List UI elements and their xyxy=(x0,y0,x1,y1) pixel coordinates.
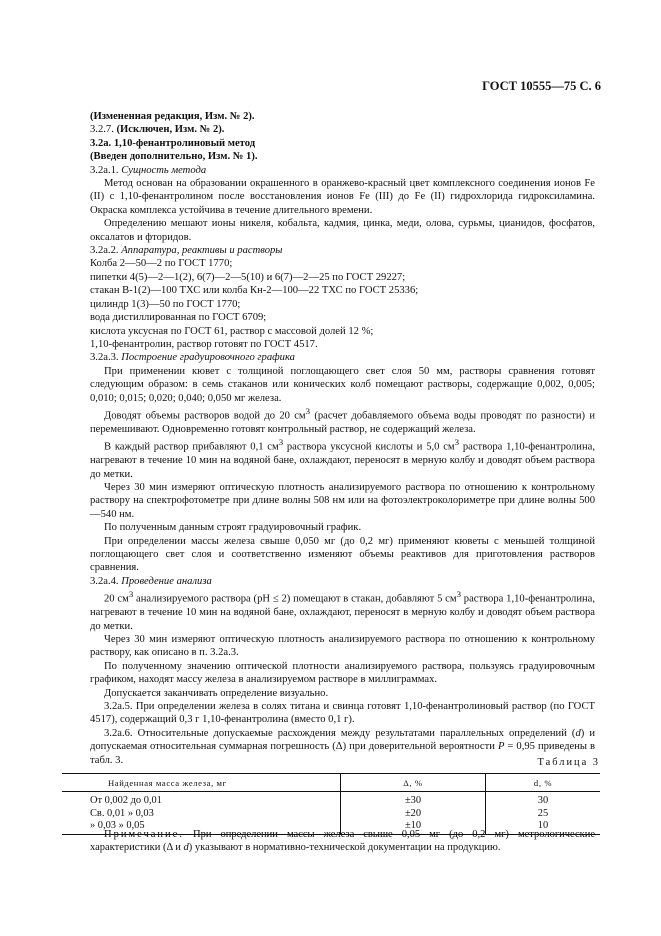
italic-symbol: P xyxy=(497,741,505,753)
paragraph: Через 30 мин измеряют оптическую плотность анализируемого раствора по отношению к контрольному раствору, как описано в п. 3.2а.3. xyxy=(90,634,595,659)
clause-caption: Построение градуировочного графика xyxy=(121,352,295,364)
text-run: 20 см xyxy=(104,593,129,605)
clause-heading xyxy=(90,575,595,588)
equipment-item: вода дистиллированная по ГОСТ 6709; xyxy=(90,312,267,324)
text-run: Доводят объемы растворов водой до 20 см xyxy=(104,410,306,422)
equipment-item: пипетки 4(5)—2—1(2), 6(7)—2—5(10) и 6(7)—2—25 по ГОСТ 29227; xyxy=(90,271,406,283)
table-row xyxy=(62,792,600,808)
paragraph: 3.2а.5. При определении железа в солях титана и свинца готовят 1,10-фенантролиновый раствор (по ГОСТ 4517), содержащий 0,3 г 1,10-фенантролина (вместо 0,1 г). xyxy=(90,701,595,726)
paragraph: Через 30 мин измеряют оптическую плотность анализируемого раствора по отношению к контрольному раствору на спектрофотометре при длине волны 508 нм или на фотоэлектроколориметре при длине волны 500—540 нм. xyxy=(90,482,595,520)
clause-number: 3.2а.3. xyxy=(90,352,119,364)
table-cell: ±10 xyxy=(341,820,486,834)
text-run: В каждый раствор прибавляют 0,1 см xyxy=(104,441,279,453)
paragraph: Определению мешают ионы никеля, кобальта, кадмия, цинка, меди, олова, сурьмы, цианидов, фосфатов, оксалатов и фторидов. xyxy=(90,218,595,243)
table-cell: ±30 xyxy=(341,792,486,808)
text-run: ) указывают в нормативно-технической документации на продукцию. xyxy=(188,842,501,854)
table-note xyxy=(90,828,595,855)
text-run: раствора 1,10-фенантролина, нагревают в течение 10 мин на водяной бане, охлаждают, переносят в мерную колбу и доводят объем раствора до метки. xyxy=(90,593,596,632)
paragraph xyxy=(90,436,595,481)
table-cell: 30 xyxy=(537,795,549,807)
table-cell: 25 xyxy=(537,807,549,819)
clause-heading xyxy=(90,164,595,177)
text-run: ) и допускаемая относительная суммарная погрешность (Δ) при доверительной вероятности xyxy=(90,727,595,753)
clause-heading xyxy=(90,351,595,364)
equipment-item: 1,10-фенантролин, раствор готовят по ГОСТ 4517. xyxy=(90,338,318,350)
paragraph xyxy=(90,405,595,436)
italic-symbol: d xyxy=(575,727,581,739)
table-cell: ±20 xyxy=(341,808,486,821)
table-header-row xyxy=(62,773,600,792)
document-body xyxy=(90,110,595,767)
equipment-item: цилиндр 1(3)—50 по ГОСТ 1770; xyxy=(90,298,241,310)
amendment-note: (Измененная редакция, Изм. № 2). xyxy=(90,111,255,122)
column-header: Найденная масса железа, мг xyxy=(62,773,341,792)
paragraph: При определении массы железа свыше 0,050 мг (до 0,2 мг) применяют кюветы с меньшей толщиной поглощающего свет слоя и соответственно изменяют объемы реактивов для приготовления растворов сравнения. xyxy=(90,535,595,574)
text-run: При определении массы железа свыше 0,05 мг (до 0,2 мг) метрологические характеристики (Δ и xyxy=(90,829,595,854)
clause-heading xyxy=(90,244,595,257)
clause-number: 3.2а.1. xyxy=(90,164,119,176)
clause-number: 3.2.7. xyxy=(90,124,114,136)
table-row xyxy=(62,808,600,821)
clause-text: (Исключен, Изм. № 2). xyxy=(116,124,225,136)
clause-caption: Сущность метода xyxy=(121,164,207,176)
section-title: 3.2а. 1,10-фенантролиновый метод xyxy=(90,137,256,149)
superscript: 3 xyxy=(454,437,460,448)
paragraph xyxy=(90,588,595,633)
page-header: ГОСТ 10555—75 С. 6 xyxy=(482,79,601,93)
paragraph: По полученным данным строят градуировочный график. xyxy=(104,522,362,534)
clause-caption: Аппаратура, реактивы и растворы xyxy=(121,245,283,257)
table-cell: 10 xyxy=(486,820,601,834)
paragraph: По полученному значению оптической плотности анализируемого раствора, пользуясь градуировочным графиком, находят массу железа в анализируемом растворе в миллиграммах. xyxy=(90,660,595,686)
paragraph: Допускается заканчивать определение визуально. xyxy=(104,687,329,699)
superscript: 3 xyxy=(456,589,461,600)
table-cell: » 0,03 » 0,05 xyxy=(62,820,341,834)
clause-number: 3.2а.4. xyxy=(90,575,119,587)
table-3 xyxy=(62,757,600,835)
table-title: Таблица 3 xyxy=(537,757,600,768)
equipment-item: Колба 2—50—2 по ГОСТ 1770; xyxy=(90,258,233,270)
paragraph: Метод основан на образовании окрашенного в оранжево-красный цвет комплексного соединения ионов Fe (II) с 1,10-фенантролином после восстановления ионов Fe (III) до Fe (II) гидрохлорида гидроксиламина. Окраска комплекса устойчива в течение длительного времени. xyxy=(90,178,595,216)
clause-number: 3.2а.2. xyxy=(90,245,119,257)
superscript: 3 xyxy=(128,589,134,600)
note-label: Примечание. xyxy=(104,829,184,840)
equipment-item: стакан В-1(2)—100 ТХС или колба Кн-2—100—22 ТХС по ГОСТ 25336; xyxy=(90,285,419,297)
italic-symbol: d xyxy=(183,842,189,854)
text-run: анализируемого раствора (pH ≤ 2) помещают в стакан, добавляют 5 см xyxy=(133,593,457,605)
text-run: раствора уксусной кислоты и 5,0 см xyxy=(283,441,455,453)
clause-caption: Проведение анализа xyxy=(121,575,212,587)
amendment-note: (Введен дополнительно, Изм. № 1). xyxy=(90,151,258,163)
text-run: раствора 1,10-фенантролина, нагревают в течение 10 мин на водяной бане, охлаждают, переносят в мерную колбу и доводят объем раствора до метки. xyxy=(90,441,595,480)
clause-3-2-7 xyxy=(90,123,595,136)
column-header: d, % xyxy=(486,773,601,792)
equipment-item: кислота уксусная по ГОСТ 61, раствор с массовой долей 12 %; xyxy=(90,325,374,337)
text-run: (расчет добавляемого объема воды проводят по разности) и перемешивают. Одновременно готовят контрольный раствор, не содержащий железа. xyxy=(90,410,595,435)
data-table xyxy=(62,773,600,835)
superscript: 3 xyxy=(278,437,284,448)
superscript: 3 xyxy=(305,405,311,416)
column-header: Δ, % xyxy=(341,773,486,792)
table-cell: Св. 0,01 » 0,03 xyxy=(62,808,341,821)
paragraph: При применении кювет с толщиной поглощающего свет слоя 50 мм, растворы сравнения готовят следующим образом: в семь стаканов или конических колб помещают растворы, содержащие 0,002, 0,005; 0,010; 0,015; 0,020; 0,040; 0,050 мг железа. xyxy=(90,365,595,404)
text-run: = 0,95 приведены в табл. 3. xyxy=(90,741,595,766)
text-run: 3.2а.6. Относительные допускаемые расхождения между результатами параллельных определений ( xyxy=(104,727,576,739)
table-cell: От 0,002 до 0,01 xyxy=(62,792,341,808)
